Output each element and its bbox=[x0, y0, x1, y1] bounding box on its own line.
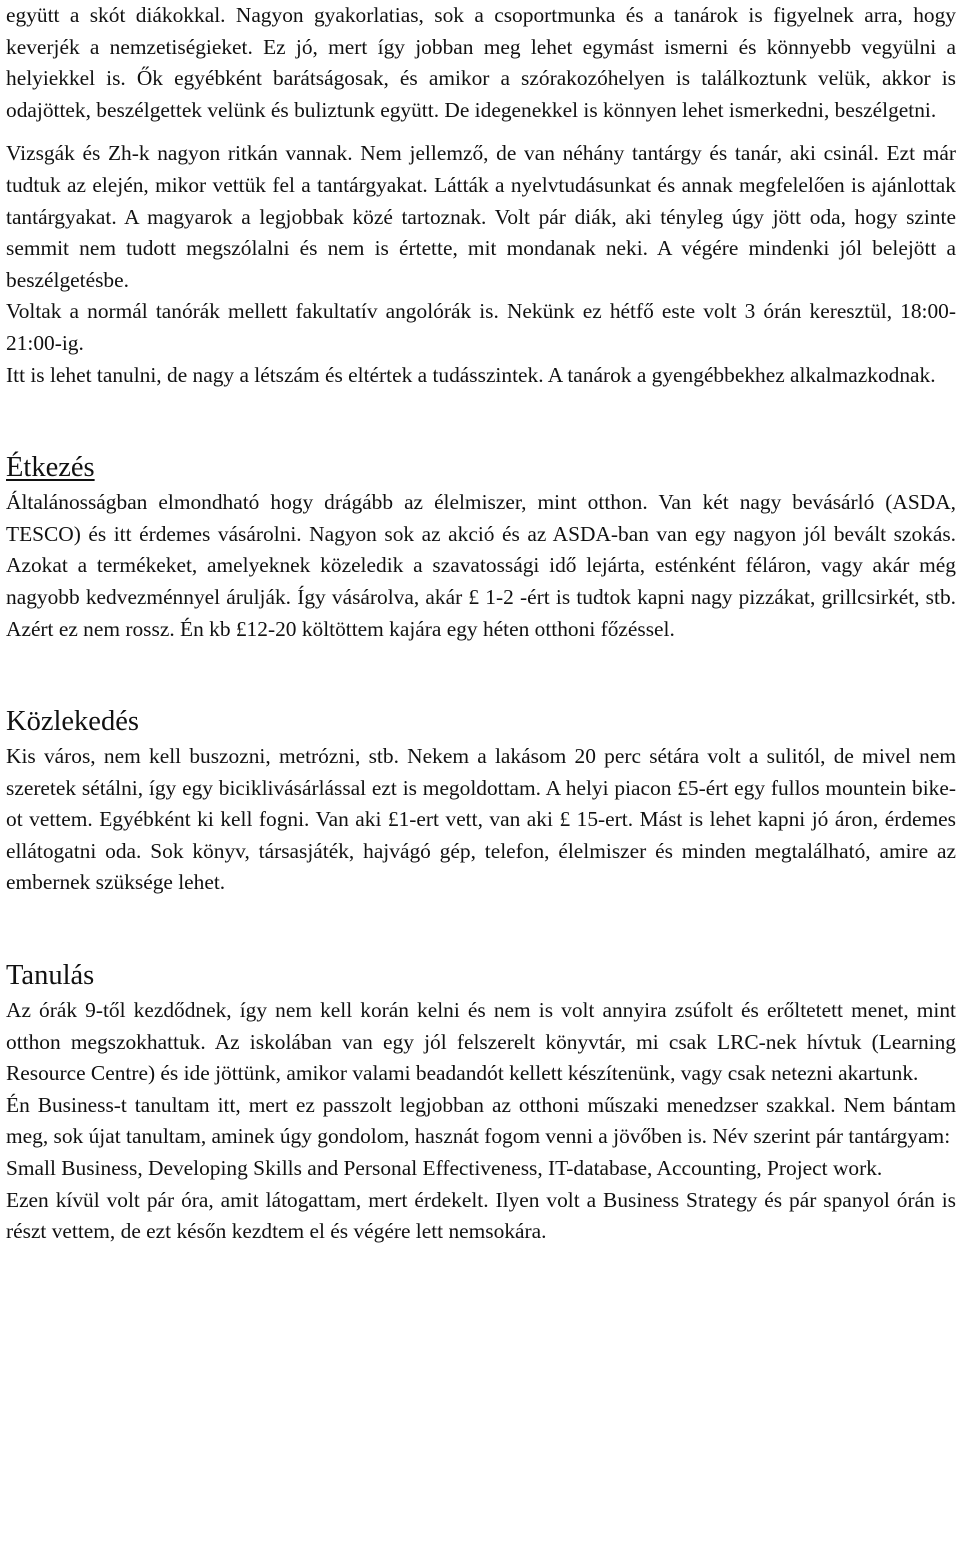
section-heading-etkezes: Étkezés bbox=[6, 452, 95, 484]
spacer bbox=[6, 899, 956, 957]
paragraph-exams: Vizsgák és Zh-k nagyon ritkán vannak. Nem jellemző, de van néhány tantárgy és tanár, aki csinál. Ezt már tudtuk az elején, mikor vettük fel a tantárgyakat. Látták a nyelvtudásunkat és annak megfelelően is ajánlottak tantárgyakat. A magyarok a legjobbak közé tartoznak. Volt pár diák, aki tényleg úgy jött oda, hogy szinte semmit nem tudott megszólalni és nem is értette, mit mondanak neki. A végére mindenki jól belejött a beszélgetésbe. bbox=[6, 141, 956, 292]
paragraph-subject-list: Small Business, Developing Skills and Personal Effectiveness, IT-database, Accounting, Project work. bbox=[6, 1156, 883, 1181]
paragraph-study-schedule: Az órák 9-től kezdődnek, így nem kell korán kelni és nem is volt annyira zsúfolt és erőltetett menet, mint otthon megszokhattuk. Az iskolában van egy jól felszerelt könyvtár, mi csak LRC-nek hívtuk (Learning Resource Centre) és ide jöttünk, amikor valami beadandót kellett készítenünk, vagy csak netezni akartunk. bbox=[6, 998, 956, 1086]
spacer bbox=[6, 645, 956, 703]
paragraph-english-classes: Voltak a normál tanórák mellett fakultatív angolórák is. Nekünk ez hétfő este volt 3 órán keresztül, 18:00-21:00-ig. bbox=[6, 299, 956, 355]
section-heading-kozlekedes: Közlekedés bbox=[6, 706, 139, 738]
paragraph-extra-classes: Ezen kívül volt pár óra, amit látogattam, mert érdekelt. Ilyen volt a Business Strategy és pár spanyol órán is részt vettem, de ezt későn kezdtem el és végére lett nemsokára. bbox=[6, 1187, 956, 1244]
paragraph-group-work: együtt a skót diákokkal. Nagyon gyakorlatias, sok a csoportmunka és a tanárok is figyelnek arra, hogy keverjék a nemzetiségieket. Ez jó, mert így jobban meg lehet egymást ismerni és könnyebb vegyülni a helyiekkel is. Ők egyébként barátságosak, és amikor a szórakozóhelyen is találkoztunk velük, akkor is odajöttek, beszélgettek velünk és buliztunk együtt. De idegenekkel is könnyen lehet ismerkedni, beszélgetni. bbox=[6, 3, 956, 122]
spacer bbox=[6, 126, 956, 138]
section-heading-tanulas: Tanulás bbox=[6, 960, 95, 992]
spacer bbox=[6, 391, 956, 449]
paragraph-business-studies: Én Business-t tanultam itt, mert ez passzolt legjobban az otthoni műszaki menedzser szakkal. Nem bántam meg, sok újat tanultam, aminek úgy gondolom, hasznát fogom venni a jövőben is. Név szerint pár tantárgyam: bbox=[6, 1092, 956, 1149]
document-page bbox=[6, 0, 956, 1248]
paragraph-transport: Kis város, nem kell buszozni, metrózni, stb. Nekem a lakásom 20 perc sétára volt a sulitól, de mivel nem szeretek sétálni, így egy biciklivásárlással ezt is megoldottam. A helyi piacon £5-ért egy fullos mountein bike-ot vettem. Egyébként ki kell fogni. Van aki £1-ert vett, van aki £ 15-ert. Mást is lehet kapni jó áron, érdemes ellátogatni oda. Sok könyv, társasjáték, hajvágó gép, telefon, élelmiszer és minden megtalálható, amire az embernek szüksége lehet. bbox=[6, 744, 956, 895]
paragraph-learning-level: Itt is lehet tanulni, de nagy a létszám és eltértek a tudásszintek. A tanárok a gyengébbekhez alkalmazkodnak. bbox=[6, 362, 936, 387]
paragraph-food: Általánosságban elmondható hogy drágább az élelmiszer, mint otthon. Van két nagy bevásárló (ASDA, TESCO) és itt érdemes vásárolni. Nagyon sok az akció és az ASDA-ban van egy nagyon jól bevált szokás. Azokat a termékeket, amelyeknek közeledik a szavatossági idő lejárta, esténként féláron, vagy akár még nagyobb kedvezménnyel árulják. Így vásárolva, akár £ 1-2 -ért is tudtok kapni nagy pizzákat, grillcsirkét, stb. Azért ez nem rossz. Én kb £12-20 költöttem kajára egy héten otthoni főzéssel. bbox=[6, 490, 956, 641]
